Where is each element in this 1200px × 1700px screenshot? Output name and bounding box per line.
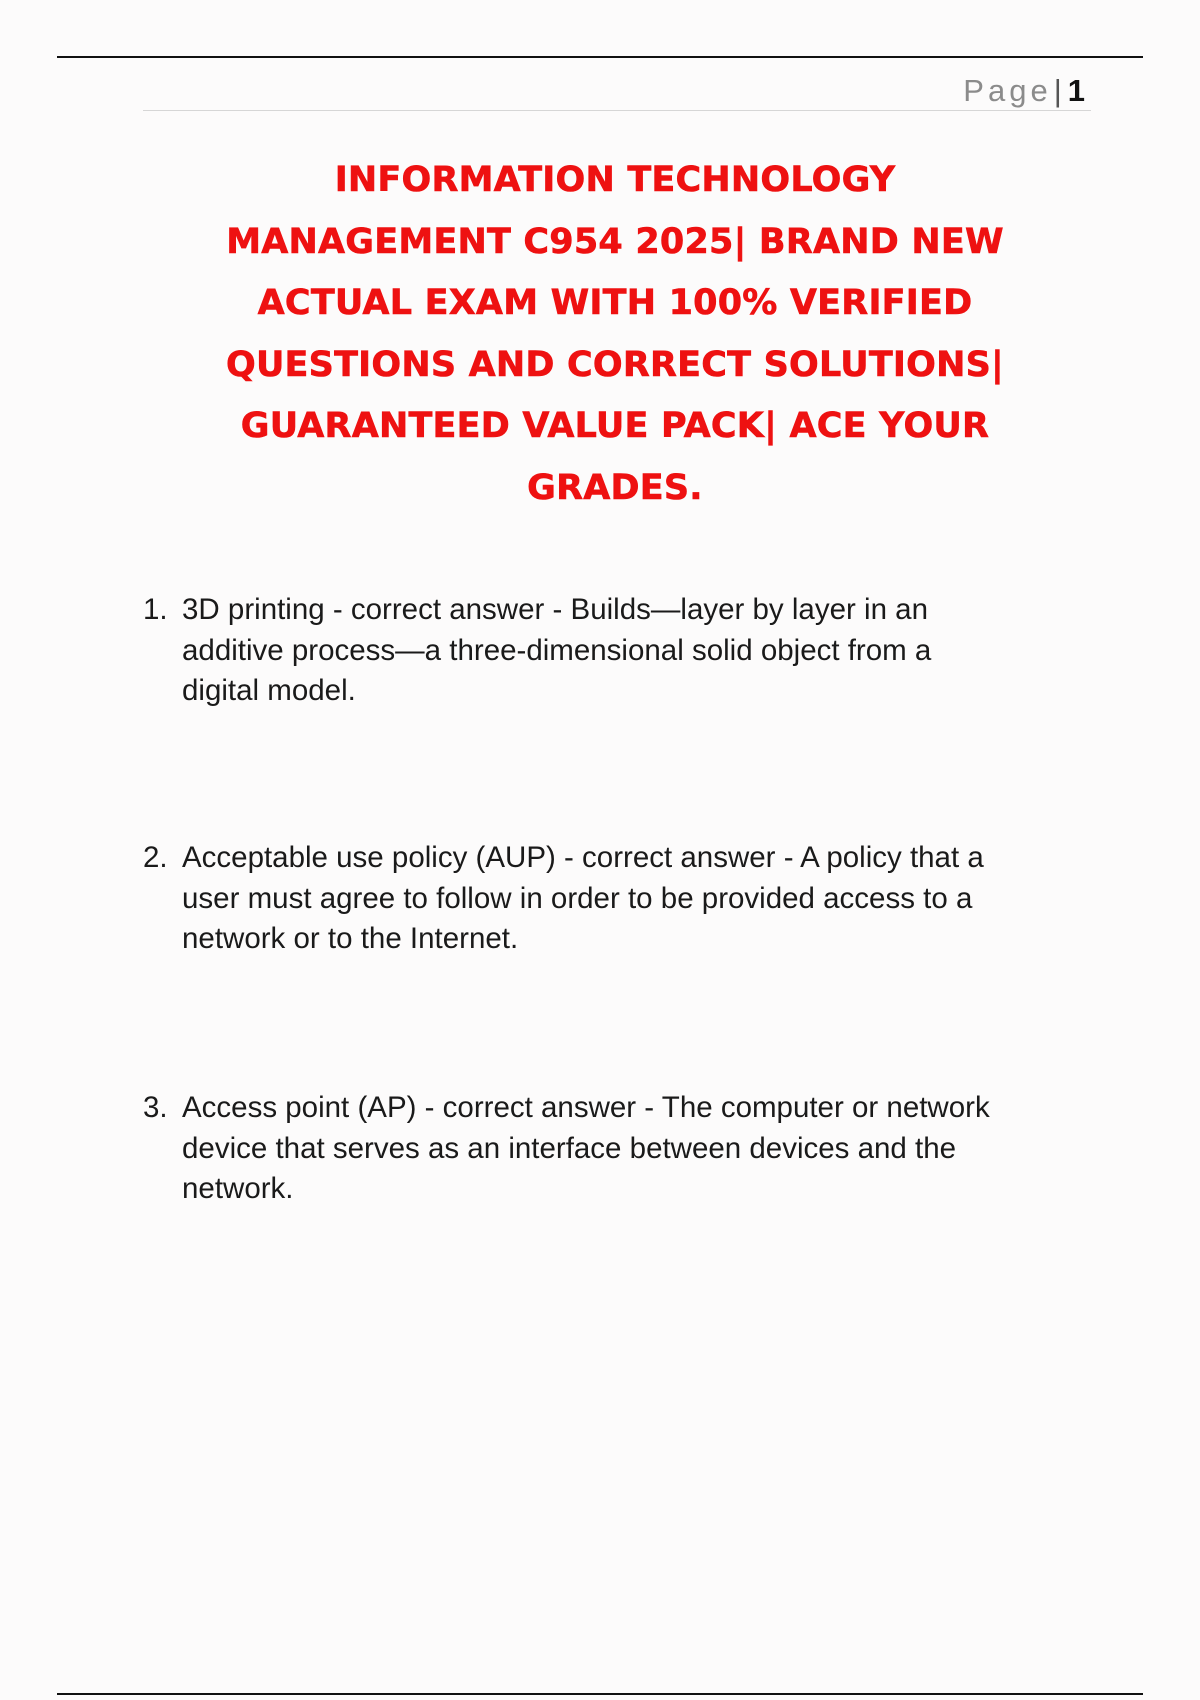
item-line: user must agree to follow in order to be provided access to a: [182, 881, 973, 915]
title-line: INFORMATION TECHNOLOGY: [334, 160, 896, 200]
bottom-rule: [57, 1693, 1143, 1695]
item-number: 2.: [143, 841, 168, 874]
title-line: MANAGEMENT C954 2025| BRAND NEW: [226, 221, 1004, 262]
page-number-label: [963, 74, 1085, 108]
page-word: Page: [963, 73, 1052, 108]
item-line: device that serves as an interface between devices and the: [182, 1131, 957, 1165]
title-line: ACTUAL EXAM WITH 100% VERIFIED: [257, 283, 973, 323]
item-line: Acceptable use policy (AUP) - correct answer - A policy that a: [182, 841, 984, 874]
page-separator: |: [1053, 73, 1062, 108]
top-rule: [57, 56, 1143, 58]
item-line: network.: [182, 1172, 294, 1205]
qa-item-2: [143, 838, 1093, 960]
item-number: 3.: [143, 1091, 168, 1124]
item-line: network or to the Internet.: [182, 922, 519, 955]
title-line: QUESTIONS AND CORRECT SOLUTIONS|: [225, 344, 1004, 385]
item-text: [143, 590, 1093, 712]
item-line: digital model.: [182, 674, 356, 707]
item-line: Access point (AP) - correct answer - The computer or network: [182, 1091, 990, 1124]
title-line: GUARANTEED VALUE PACK| ACE YOUR: [240, 406, 990, 446]
document-title: [140, 150, 1090, 519]
item-line: additive process—a three-dimensional solid object from a: [182, 633, 932, 667]
item-line: 3D printing - correct answer - Builds—layer by layer in an: [182, 593, 928, 626]
item-text: [143, 838, 1093, 960]
page-header: [143, 70, 1091, 111]
item-number: 1.: [143, 593, 168, 626]
qa-item-1: [143, 590, 1093, 712]
item-text: [143, 1088, 1093, 1210]
title-line: GRADES.: [527, 467, 703, 508]
qa-item-3: [143, 1088, 1093, 1210]
page-number: 1: [1067, 73, 1085, 108]
